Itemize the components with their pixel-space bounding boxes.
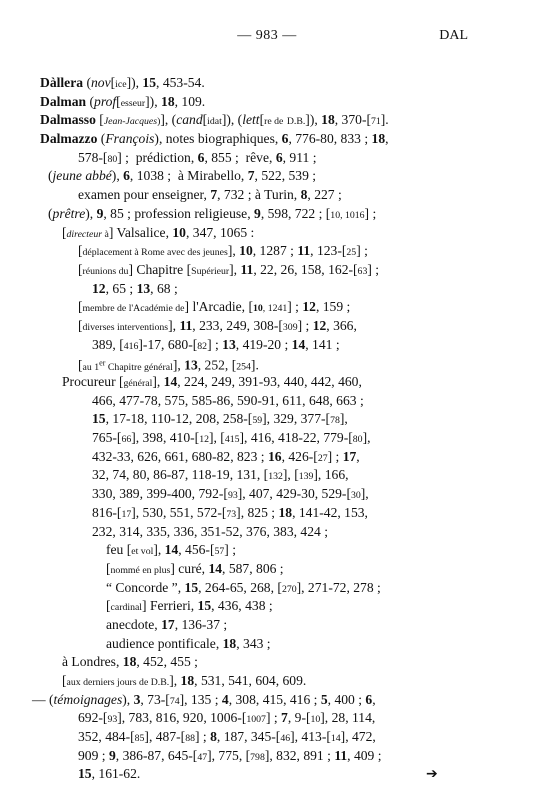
index-line: Dalmasso [Jean-Jacques)], (cand[idat]), (lett[re de D.B.]), 18, 370-[71]. — [40, 112, 389, 128]
index-line: à Londres, 18, 452, 455 ; — [62, 654, 198, 670]
index-line: [nommé en plus] curé, 14, 587, 806 ; — [106, 560, 284, 576]
index-line: 578-[80] ; prédiction, 6, 855 ; rêve, 6, 911 ; — [78, 149, 317, 165]
page-number: — 983 — — [237, 28, 297, 43]
index-line: audience pontificale, 18, 343 ; — [106, 635, 271, 651]
index-line: 32, 74, 80, 86-87, 118-19, 131, [132], [139], 166, — [92, 467, 349, 483]
index-line: 15, 161-62. ➔ — [78, 766, 438, 783]
index-line: 466, 477-78, 575, 585-86, 590-91, 611, 648, 663 ; — [92, 392, 364, 408]
index-line: [directeur à] Valsalice, 10, 347, 1065 : — [62, 224, 255, 240]
index-line: [réunions du] Chapitre [Supérieur], 11, 22, 26, 158, 162-[63] ; — [78, 261, 380, 277]
index-line: [cardinal] Ferrieri, 15, 436, 438 ; — [106, 598, 273, 614]
index-line: [déplacement à Rome avec des jeunes], 10, 1287 ; 11, 123-[25] ; — [78, 243, 368, 259]
index-line: Dalman (prof[esseur]), 18, 109. — [40, 93, 206, 109]
index-line: 12, 65 ; 13, 68 ; — [92, 280, 178, 296]
index-line: feu [et vol], 14, 456-[57] ; — [106, 542, 236, 558]
index-line: 692-[93], 783, 816, 920, 1006-[1007] ; 7, 9-[10], 28, 114, — [78, 710, 376, 726]
index-line: (jeune abbé), 6, 1038 ; à Mirabello, 7, 522, 539 ; — [48, 168, 317, 184]
index-line: examen pour enseigner, 7, 732 ; à Turin, 8, 227 ; — [78, 187, 342, 203]
index-line: Dàllera (nov[ice]), 15, 453-54. — [40, 75, 205, 90]
index-line: — (témoignages), 3, 73-[74], 135 ; 4, 308, 415, 416 ; 5, 400 ; 6, — [32, 691, 376, 707]
continuation-arrow-icon: ➔ — [426, 766, 438, 783]
index-line: 352, 484-[85], 487-[88] ; 8, 187, 345-[46], 413-[14], 472, — [78, 729, 376, 745]
index-line: 816-[17], 530, 551, 572-[73], 825 ; 18, 141-42, 153, — [92, 504, 368, 520]
index-line: Procureur [général], 14, 224, 249, 391-93, 440, 442, 460, — [62, 374, 362, 389]
index-entries — [32, 74, 470, 784]
index-line: 330, 389, 399-400, 792-[93], 407, 429-30, 529-[30], — [92, 486, 369, 502]
running-head: DAL — [439, 28, 468, 43]
index-line: (prêtre), 9, 85 ; profession religieuse, 9, 598, 722 ; [10, 1016] ; — [48, 205, 377, 221]
index-line: 909 ; 9, 386-87, 645-[47], 775, [798], 832, 891 ; 11, 409 ; — [78, 747, 382, 763]
index-line: [au 1er Chapitre général], 13, 252, [254]. — [78, 357, 259, 373]
index-line: [aux derniers jours de D.B.], 18, 531, 541, 604, 609. — [62, 673, 307, 688]
page-header — [0, 28, 534, 46]
index-line: [membre de l'Académie de] l'Arcadie, [10, 1241] ; 12, 159 ; — [78, 299, 351, 315]
index-line: 765-[66], 398, 410-[12], [415], 416, 418-22, 779-[80], — [92, 430, 371, 446]
index-line: 432-33, 626, 661, 680-82, 823 ; 16, 426-[27] ; 17, — [92, 448, 360, 464]
index-line: [diverses interventions], 11, 233, 249, 308-[309] ; 12, 366, — [78, 317, 357, 333]
index-line: anecdote, 17, 136-37 ; — [106, 616, 228, 632]
index-line: 15, 17-18, 110-12, 208, 258-[59], 329, 377-[78], — [92, 411, 348, 427]
index-line: 232, 314, 335, 336, 351-52, 376, 383, 424 ; — [92, 523, 328, 539]
index-line: 389, [416]-17, 680-[82] ; 13, 419-20 ; 14, 141 ; — [92, 336, 340, 352]
index-line: “ Concorde ”, 15, 264-65, 268, [270], 271-72, 278 ; — [106, 579, 381, 595]
index-line: Dalmazzo (François), notes biographiques, 6, 776-80, 833 ; 18, — [40, 131, 389, 147]
